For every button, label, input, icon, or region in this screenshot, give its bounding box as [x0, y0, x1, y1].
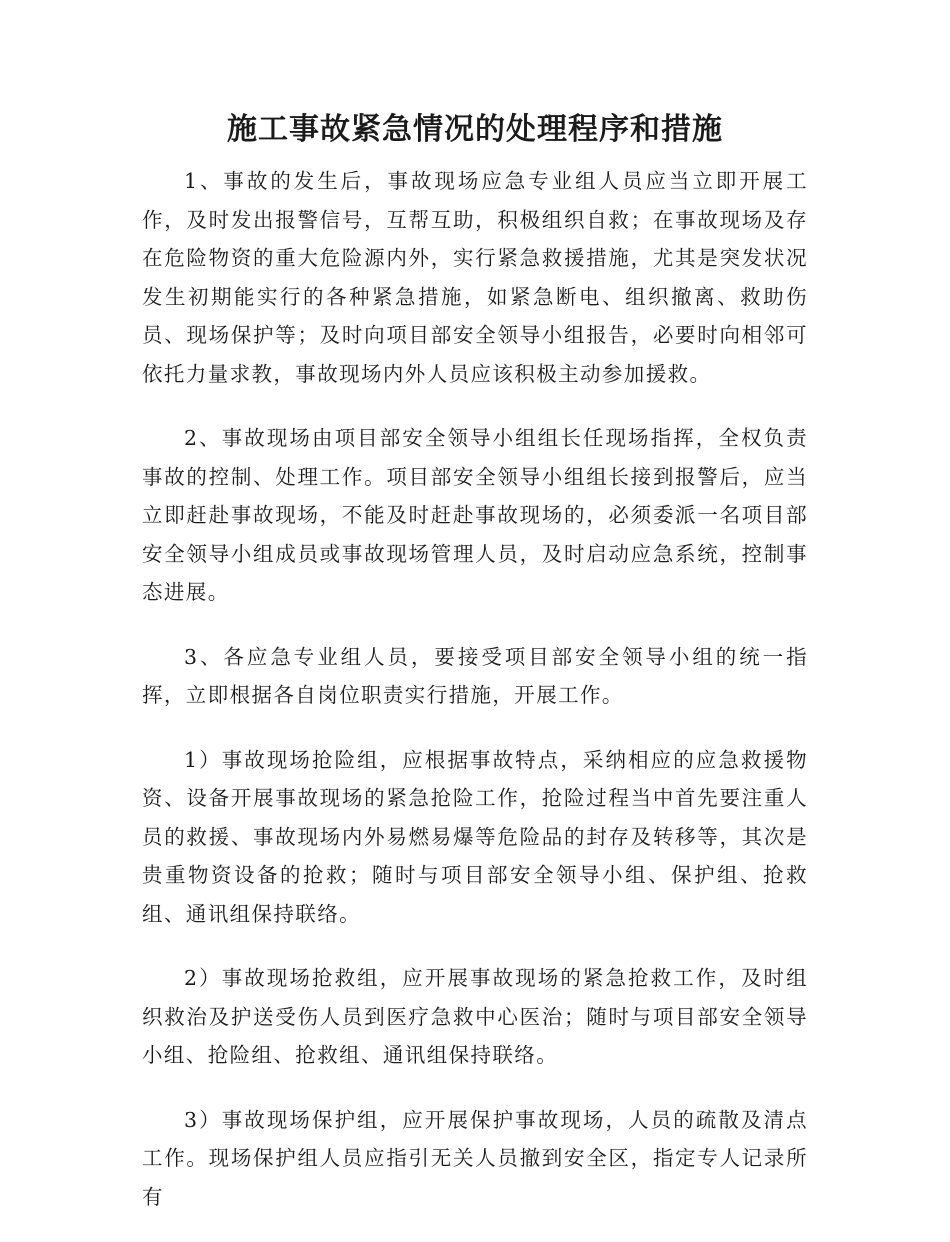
paragraph-protection-team: 3）事故现场保护组，应开展保护事故现场，人员的疏散及清点工作。现场保护组人员应指引无关人员撤到安全区，指定专人记录所有: [142, 1107, 808, 1209]
paragraph-1: 1、事故的发生后，事故现场应急专业组人员应当立即开展工作，及时发出报警信号，互帮互助，积极组织自救；在事故现场及存在危险物资的重大危险源内外，实行紧急救援措施，尤其是突发状况发生初期能实行的各种紧急措施，如紧急断电、组织撤离、救助伤员、现场保护等；及时向项目部安全领导小组报告，必要时向相邻可依托力量求教，事故现场内外人员应该积极主动参加援救。: [142, 169, 808, 386]
paragraph-first-aid-team: 2）事故现场抢救组，应开展事故现场的紧急抢救工作，及时组织救治及护送受伤人员到医疗急救中心医治；随时与项目部安全领导小组、抢险组、抢救组、通讯组保持联络。: [142, 966, 808, 1067]
paragraph-2: 2、事故现场由项目部安全领导小组组长任现场指挥，全权负责事故的控制、处理工作。项目部安全领导小组组长接到报警后，应当立即赶赴事故现场，不能及时赶赴事故现场的，必须委派一名项目部安全领导小组成员或事故现场管理人员，及时启动应急系统，控制事态进展。: [142, 426, 808, 604]
paragraph-rescue-team: 1）事故现场抢险组，应根据事故特点，采纳相应的应急救援物资、设备开展事故现场的紧急抢险工作，抢险过程当中首先要注重人员的救援、事故现场内外易燃易爆等危险品的封存及转移等，其次是贵重物资设备的抢救；随时与项目部安全领导小组、保护组、抢救组、通讯组保持联络。: [142, 747, 808, 926]
paragraph-3: 3、各应急专业组人员，要接受项目部安全领导小组的统一指挥，立即根据各自岗位职责实行措施，开展工作。: [142, 644, 808, 707]
document-title: 施工事故紧急情况的处理程序和措施: [227, 112, 723, 147]
document-body: [142, 162, 808, 1242]
